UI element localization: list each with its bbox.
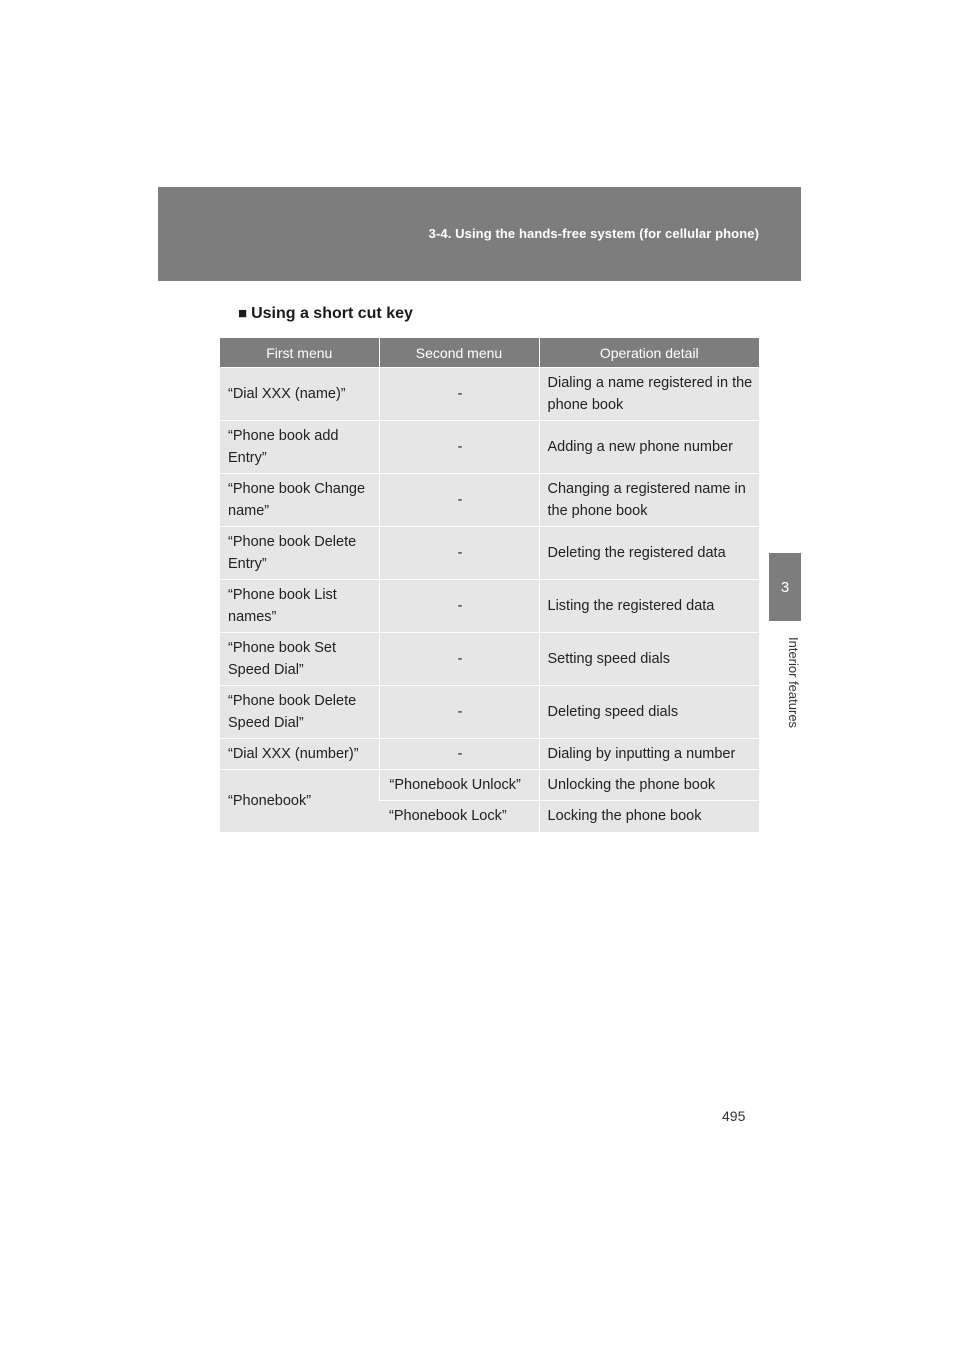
second-menu-cell: -	[379, 739, 539, 770]
second-menu-cell: -	[379, 527, 539, 580]
operation-detail-cell: Setting speed dials	[539, 633, 759, 686]
first-menu-cell: “Phone book Delete Entry”	[220, 527, 379, 580]
operation-detail-cell: Changing a registered name in the phone book	[539, 474, 759, 527]
second-menu-cell: -	[379, 686, 539, 739]
section-title	[238, 305, 413, 323]
chapter-number: 3	[780, 578, 790, 596]
second-menu-cell: -	[379, 421, 539, 474]
header-operation-detail: Operation detail	[539, 338, 759, 368]
first-menu-cell-phonebook: “Phonebook”	[220, 770, 379, 832]
operation-detail-cell: Listing the registered data	[539, 580, 759, 633]
header-second-menu: Second menu	[379, 338, 539, 368]
first-menu-cell: “Phone book add Entry”	[220, 421, 379, 474]
operation-detail-cell: Deleting speed dials	[539, 686, 759, 739]
second-menu-cell: -	[379, 474, 539, 527]
table-row	[220, 633, 759, 686]
section-title-text: Using a short cut key	[251, 305, 413, 322]
table-row	[220, 580, 759, 633]
table-row	[220, 421, 759, 474]
table-row	[220, 686, 759, 739]
second-menu-cell: -	[379, 368, 539, 421]
operation-detail-cell: Unlocking the phone book	[539, 770, 759, 801]
operation-detail-cell: Locking the phone book	[539, 801, 759, 832]
operation-detail-cell: Dialing a name registered in the phone book	[539, 368, 759, 421]
table-header-row	[220, 338, 759, 368]
second-menu-cell: -	[379, 580, 539, 633]
second-menu-cell: “Phonebook Unlock”	[379, 770, 539, 801]
first-menu-cell: “Phone book Delete Speed Dial”	[220, 686, 379, 739]
table-row	[220, 739, 759, 770]
chapter-label: Interior features	[786, 637, 801, 729]
operation-detail-cell: Deleting the registered data	[539, 527, 759, 580]
shortcut-menu-table	[220, 338, 759, 832]
second-menu-cell: -	[379, 633, 539, 686]
first-menu-cell: “Phone book Change name”	[220, 474, 379, 527]
page-number: 495	[722, 1108, 746, 1124]
first-menu-cell: “Dial XXX (name)”	[220, 368, 379, 421]
operation-detail-cell: Adding a new phone number	[539, 421, 759, 474]
chapter-tab	[769, 553, 801, 621]
page-header	[158, 187, 801, 281]
table-row	[220, 770, 759, 801]
table-row	[220, 527, 759, 580]
header-first-menu: First menu	[220, 338, 379, 368]
square-bullet-icon: ■	[238, 305, 248, 322]
second-menu-cell: “Phonebook Lock”	[379, 801, 539, 832]
table-row	[220, 368, 759, 421]
header-title: 3-4. Using the hands-free system (for cellular phone)	[428, 226, 759, 241]
first-menu-cell: “Dial XXX (number)”	[220, 739, 379, 770]
first-menu-cell: “Phone book List names”	[220, 580, 379, 633]
table-row	[220, 474, 759, 527]
first-menu-cell: “Phone book Set Speed Dial”	[220, 633, 379, 686]
operation-detail-cell: Dialing by inputting a number	[539, 739, 759, 770]
